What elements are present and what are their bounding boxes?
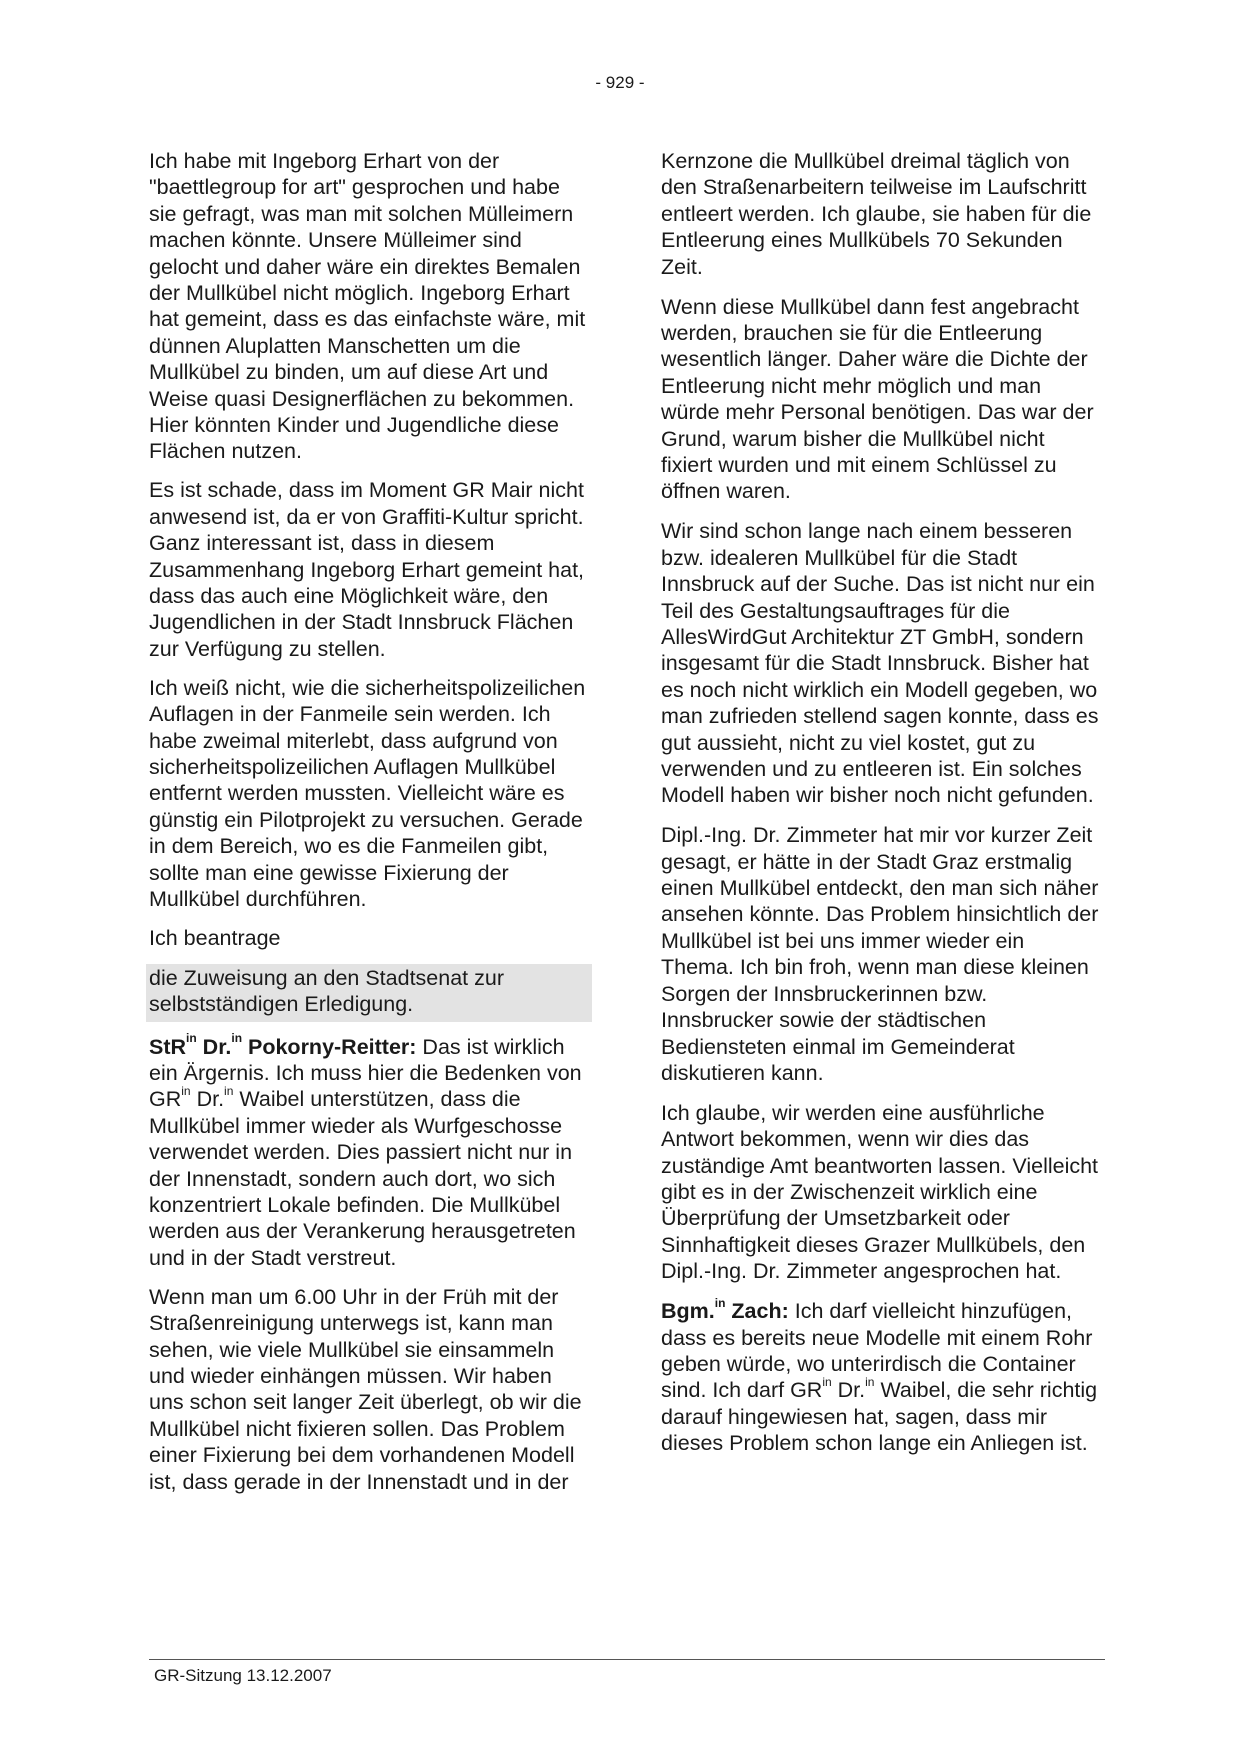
superscript: in xyxy=(865,1375,875,1390)
motion-highlight: die Zuweisung an den Stadtsenat zur selbstständigen Erledigung. xyxy=(146,964,592,1022)
superscript: in xyxy=(181,1084,191,1099)
paragraph: Kernzone die Mullkübel dreimal täglich von den Straßenarbeitern teilweise im Laufschritt entleert werden. Ich glaube, sie haben für die Entleerung eines Mullkübels 70 Sekunden Zeit. xyxy=(661,149,1092,279)
page-number: - 929 - xyxy=(595,73,645,92)
speech-text: Das ist wirklich ein Ärgernis. Ich muss hier die Bedenken von GR xyxy=(149,1034,582,1112)
speaker-surname: Pokorny-Reitter: xyxy=(242,1034,417,1059)
speaker-title: StR xyxy=(149,1034,187,1059)
speaker-name xyxy=(661,1296,789,1324)
footer-divider xyxy=(149,1659,1105,1660)
speech-text: Dr. xyxy=(190,1087,225,1112)
paragraph: Ich weiß nicht, wie die sicherheitspolizeilichen Auflagen in der Fanmeile sein werden. Ich habe zweimal miterlebt, dass aufgrund von sicherheitspolizeilichen Auflagen Mullkübel entfernt werden mussten. Vielleicht wäre es günstig ein Pilotprojekt zu versuchen. Gerade in dem Bereich, wo es die Fanmeilen gibt, sollte man eine gewisse Fixierung der Mullkübel durchführen. xyxy=(149,675,586,911)
paragraph: Ich beantrage xyxy=(149,925,281,950)
paragraph: Es ist schade, dass im Moment GR Mair nicht anwesend ist, da er von Graffiti-Kultur spricht. Ganz interessant ist, dass in diesem Zusammenhang Ingeborg Erhart gemeint hat, dass das auch eine Möglichkeit wäre, den Jugendlichen in der Stadt Innsbruck Flächen zur Verfügung zu stellen. xyxy=(149,478,585,661)
paragraph: Wenn man um 6.00 Uhr in der Früh mit der Straßenreinigung unterwegs ist, kann man sehen, wie viele Mullkübel sie einsammeln und wieder einhängen müssen. Wir haben uns schon seit langer Zeit überlegt, ob wir die Mullkübel nicht fixieren sollen. Das Problem einer Fixierung bei dem vorhandenen Modell ist, dass gerade in der Innenstadt und in der xyxy=(149,1284,582,1494)
superscript: in xyxy=(714,1296,726,1310)
speech-pokorny-reitter xyxy=(149,1031,589,1272)
superscript: in xyxy=(186,1031,197,1046)
paragraph: Ich habe mit Ingeborg Erhart von der "baettlegroup for art" gesprochen und habe sie gefragt, was man mit solchen Mülleimern machen könnte. Unsere Mülleimer sind gelocht und daher wäre ein direktes Bemalen der Mullkübel nicht möglich. Ingeborg Erhart hat gemeint, dass es das einfachste wäre, mit dünnen Aluplatten Manschetten um die Mullkübel zu binden, um auf diese Art und Weise quasi Designerflächen zu bekommen. Hier könnten Kinder und Jugendliche diese Flächen nutzen. xyxy=(149,149,586,464)
speaker-title: Dr. xyxy=(196,1034,232,1059)
speaker-name xyxy=(149,1031,417,1059)
speech-zach xyxy=(661,1298,1101,1456)
superscript: in xyxy=(822,1375,832,1390)
paragraph: Ich glaube, wir werden eine ausführliche Antwort bekommen, wenn wir dies das zuständige Amt beantworten lassen. Vielleicht gibt es in der Zwischenzeit wirklich eine Überprüfung der Umsetzbarkeit oder Sinnhaftigkeit dieses Grazer Mullkübels, den Dipl.-Ing. Dr. Zimmeter angesprochen hat. xyxy=(661,1100,1099,1284)
paragraph: Dipl.-Ing. Dr. Zimmeter hat mir vor kurzer Zeit gesagt, er hätte in der Stadt Graz erstmalig einen Mullkübel entdeckt, den man sich näher ansehen könnte. Das Problem hinsichtlich der Mullkübel ist bei uns immer wieder ein Thema. Ich bin froh, wenn man diese kleinen Sorgen der Innsbruckerinnen bzw. Innsbrucker sowie der städtischen Bediensteten einmal im Gemeinderat diskutieren kann. xyxy=(661,823,1099,1085)
speech-text: Dr. xyxy=(831,1378,866,1403)
paragraph: Wir sind schon lange nach einem besseren bzw. idealeren Mullkübel für die Stadt Innsbruck auf der Suche. Das ist nicht nur ein Teil des Gestaltungsauftrages für die AllesWirdGut Architektur ZT GmbH, sondern insgesamt für die Stadt Innsbruck. Bisher hat es noch nicht wirklich ein Modell gegeben, wo man zufrieden stellend sagen konnte, dass es gut aussieht, nicht zu viel kostet, gut zu verwenden und zu entleeren ist. Ein solches Modell haben wir bisher noch nicht gefunden. xyxy=(661,519,1099,808)
superscript: in xyxy=(231,1031,243,1046)
speaker-surname: Zach: xyxy=(725,1299,789,1324)
speaker-title: Bgm. xyxy=(661,1299,715,1324)
speech-text: Waibel unterstützen, dass die Mullkübel immer wieder als Wurfgeschosse verwendet werden. Dies passiert nicht nur in der Innenstadt, sondern auch dort, wo sich konzentriert Lokale befinden. Die Mullkübel werden aus der Verankerung herausgetreten und in der Stadt verstreut. xyxy=(149,1087,576,1270)
speech-text: Waibel, die sehr richtig darauf hingewiesen hat, sagen, dass mir dieses Problem schon lange ein Anliegen ist. xyxy=(661,1378,1098,1456)
footer-session-date: GR-Sitzung 13.12.2007 xyxy=(154,1666,332,1685)
speech-text: Ich darf vielleicht hinzufügen, dass es bereits neue Modelle mit einem Rohr geben würde, wo unterirdisch die Container sind. Ich darf GR xyxy=(661,1299,1093,1403)
left-column xyxy=(149,148,589,1508)
right-column xyxy=(661,148,1101,1470)
superscript: in xyxy=(224,1084,234,1099)
paragraph: Wenn diese Mullkübel dann fest angebracht werden, brauchen sie für die Entleerung wesentlich länger. Daher wäre die Dichte der Entleerung nicht mehr möglich und man würde mehr Personal benötigen. Das war der Grund, warum bisher die Mullkübel nicht fixiert wurden und mit einem Schlüssel zu öffnen waren. xyxy=(661,294,1094,504)
